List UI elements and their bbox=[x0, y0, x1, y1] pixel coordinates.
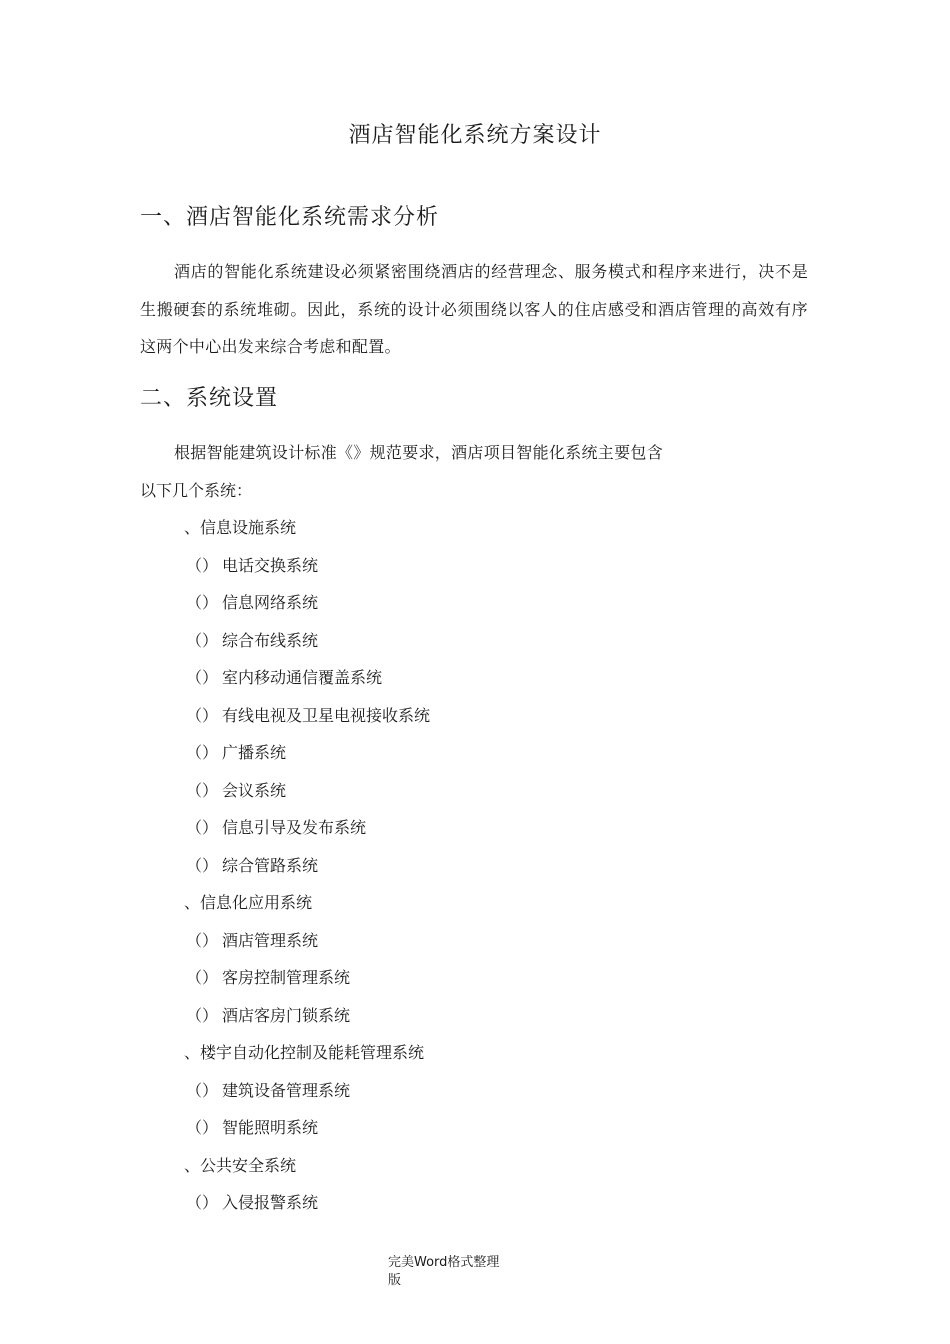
item-text: 会议系统 bbox=[222, 780, 287, 800]
item-paren: （） bbox=[186, 1080, 219, 1100]
item-text: 酒店客房门锁系统 bbox=[222, 1005, 351, 1025]
item-paren: （） bbox=[186, 593, 219, 612]
section-paragraph-requirements: 酒店的智能化系统建设必须紧密围绕酒店的经营理念、服务模式和程序来进行，决不是生搬硬套的系统堆砌。因此，系统的设计必须围绕以客人的住店感受和酒店管理的高效有序这两个中心出发来综合考虑和配置。 bbox=[140, 262, 808, 356]
system-category bbox=[0, 509, 950, 547]
system-item bbox=[0, 697, 950, 735]
item-text: 建筑设备管理系统 bbox=[222, 1080, 351, 1100]
footer-line-2: 版 bbox=[388, 1273, 402, 1288]
item-paren: （） bbox=[186, 668, 219, 687]
item-text: 、信息设施系统 bbox=[184, 518, 297, 537]
item-paren: （） bbox=[186, 780, 219, 800]
item-paren: （） bbox=[186, 968, 219, 987]
item-text: 综合管路系统 bbox=[222, 855, 319, 875]
system-item bbox=[0, 997, 950, 1035]
system-item bbox=[0, 622, 950, 660]
system-item bbox=[0, 922, 950, 960]
system-item bbox=[0, 809, 950, 847]
item-paren: （） bbox=[186, 818, 219, 837]
item-text: 智能照明系统 bbox=[222, 1118, 319, 1137]
item-paren: （） bbox=[186, 705, 219, 725]
system-item bbox=[0, 1109, 950, 1147]
item-paren: （） bbox=[186, 630, 219, 650]
page-footer bbox=[388, 1254, 518, 1290]
system-item bbox=[0, 1184, 950, 1222]
footer-line-1: 完美Word格式整理 bbox=[388, 1255, 500, 1270]
item-text: 信息引导及发布系统 bbox=[222, 818, 367, 837]
item-text: 客房控制管理系统 bbox=[222, 968, 351, 987]
item-text: 入侵报警系统 bbox=[222, 1193, 319, 1212]
system-item bbox=[0, 1072, 950, 1110]
item-paren: （） bbox=[186, 1118, 219, 1137]
system-category bbox=[0, 884, 950, 922]
item-text: 、楼宇自动化控制及能耗管理系统 bbox=[184, 1043, 425, 1062]
section-heading-requirements: 一、酒店智能化系统需求分析 bbox=[140, 205, 440, 230]
system-item bbox=[0, 547, 950, 585]
system-item bbox=[0, 659, 950, 697]
item-text: 综合布线系统 bbox=[222, 630, 319, 650]
item-paren: （） bbox=[186, 1005, 219, 1025]
item-text: 广播系统 bbox=[222, 743, 287, 762]
system-list bbox=[0, 509, 950, 1222]
section-paragraph-system-setup-continued: 以下几个系统： bbox=[140, 481, 253, 500]
system-item bbox=[0, 847, 950, 885]
item-text: 电话交换系统 bbox=[222, 555, 319, 575]
system-category bbox=[0, 1147, 950, 1185]
item-paren: （） bbox=[186, 930, 219, 950]
item-text: 、公共安全系统 bbox=[184, 1155, 297, 1175]
item-paren: （） bbox=[186, 743, 219, 762]
item-text: 信息网络系统 bbox=[222, 593, 319, 612]
document-title: 酒店智能化系统方案设计 bbox=[348, 123, 602, 148]
item-paren: （） bbox=[186, 1193, 219, 1212]
item-paren: （） bbox=[186, 555, 219, 575]
section-heading-system-setup: 二、系统设置 bbox=[140, 386, 279, 411]
system-item bbox=[0, 772, 950, 810]
system-item bbox=[0, 959, 950, 997]
item-text: 酒店管理系统 bbox=[222, 930, 319, 950]
system-item bbox=[0, 734, 950, 772]
item-text: 室内移动通信覆盖系统 bbox=[222, 668, 383, 687]
system-category bbox=[0, 1034, 950, 1072]
section-paragraph-system-setup: 根据智能建筑设计标准《》规范要求，酒店项目智能化系统主要包含 bbox=[174, 443, 664, 462]
item-text: 有线电视及卫星电视接收系统 bbox=[222, 705, 431, 725]
item-paren: （） bbox=[186, 855, 219, 875]
system-item bbox=[0, 584, 950, 622]
item-text: 、信息化应用系统 bbox=[184, 893, 313, 912]
